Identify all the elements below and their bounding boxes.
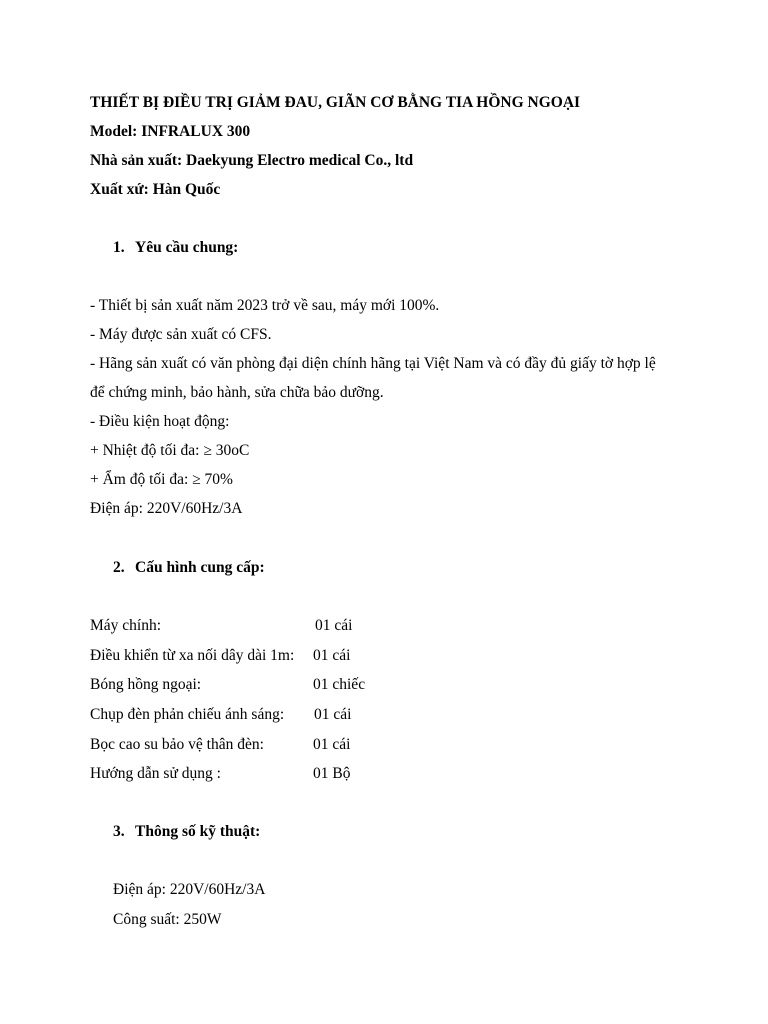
- section-3-title: Thông số kỹ thuật:: [135, 823, 261, 840]
- section-1-heading: [113, 238, 238, 258]
- config-item-label: Máy chính:: [90, 617, 162, 634]
- config-item-qty: 01 chiếc: [313, 676, 366, 693]
- config-item-label: Hướng dẫn sử dụng :: [90, 765, 221, 782]
- requirement-line: + Nhiệt độ tối đa: ≥ 30oC: [90, 442, 250, 459]
- config-item-label: Chụp đèn phản chiếu ánh sáng:: [90, 706, 285, 723]
- requirement-line: để chứng minh, bảo hành, sửa chữa bảo dưỡng.: [90, 384, 384, 401]
- model-line: Model: INFRALUX 300: [90, 123, 251, 140]
- config-item-qty: 01 cái: [314, 706, 352, 723]
- section-2-number: 2.: [113, 559, 125, 576]
- spec-line: Điện áp: 220V/60Hz/3A: [113, 881, 266, 898]
- section-2-heading: [113, 558, 265, 578]
- requirement-line: + Ẩm độ tối đa: ≥ 70%: [90, 471, 233, 488]
- requirement-line: - Điều kiện hoạt động:: [90, 413, 230, 430]
- requirement-line: - Máy được sản xuất có CFS.: [90, 326, 272, 343]
- requirement-line: - Thiết bị sản xuất năm 2023 trở về sau, máy mới 100%.: [90, 297, 440, 314]
- spec-line: Công suất: 250W: [113, 911, 222, 928]
- requirement-line: Điện áp: 220V/60Hz/3A: [90, 500, 243, 517]
- config-item-qty: 01 cái: [315, 617, 353, 634]
- config-item-qty: 01 cái: [313, 647, 351, 664]
- config-item-qty: 01 Bộ: [313, 765, 351, 782]
- section-1-title: Yêu cầu chung:: [135, 239, 239, 256]
- section-3-number: 3.: [113, 823, 125, 840]
- section-2-title: Cấu hình cung cấp:: [135, 559, 265, 576]
- document-title: THIẾT BỊ ĐIỀU TRỊ GIẢM ĐAU, GIÃN CƠ BẰNG TIA HỒNG NGOẠI: [90, 94, 581, 111]
- config-item-qty: 01 cái: [313, 736, 351, 753]
- config-item-label: Bọc cao su bảo vệ thân đèn:: [90, 736, 264, 753]
- manufacturer-line: Nhà sản xuất: Daekyung Electro medical Co., ltd: [90, 152, 414, 169]
- section-3-heading: [113, 822, 260, 842]
- config-item-label: Điều khiển từ xa nối dây dài 1m:: [90, 647, 295, 664]
- origin-line: Xuất xứ: Hàn Quốc: [90, 181, 221, 198]
- requirement-line: - Hãng sản xuất có văn phòng đại diện chính hãng tại Việt Nam và có đầy đủ giấy tờ hợp lệ: [90, 355, 656, 372]
- config-item-label: Bóng hồng ngoại:: [90, 676, 202, 693]
- section-1-number: 1.: [113, 239, 125, 256]
